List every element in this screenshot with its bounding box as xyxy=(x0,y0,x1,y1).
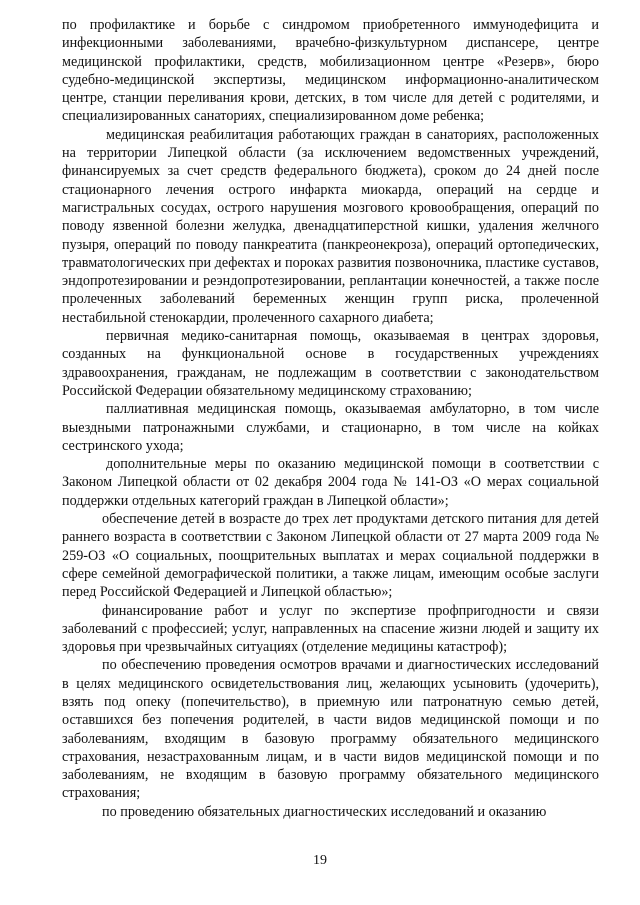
paragraph-3: первичная медико-санитарная помощь, оказываемая в центрах здоровья, созданных на функциональной основе в государственных учреждениях здравоохранения, гражданам, не подлежащим в соответствии с законодательством Российской Федерации обязательному медицинскому страхованию; xyxy=(62,328,599,399)
paragraph-9: по проведению обязательных диагностических исследований и оказанию xyxy=(102,803,547,820)
document-page xyxy=(62,16,599,821)
paragraph-7: финансирование работ и услуг по экспертизе профпригодности и связи заболеваний с профессией; услуг, направленных на спасение жизни людей и защиту их здоровья при чрезвычайных ситуациях (отделение медицины катастроф); xyxy=(62,602,599,656)
paragraph-4: паллиативная медицинская помощь, оказываемая амбулаторно, в том числе выездными патронажными службами, и стационарно, в том числе на койках сестринского ухода; xyxy=(62,401,599,454)
paragraph-1: по профилактике и борьбе с синдромом приобретенного иммунодефицита и инфекционными заболеваниями, врачебно-физкультурном диспансере, центре медицинской профилактики, средств, мобилизационном центре «Резерв», бюро судебно-медицинской экспертизы, медицинском информационно-аналитическом центре, станции переливания крови, детских, в том числе для детей с родителями, и специализированных санаториях, специализированном доме ребенка; xyxy=(62,17,599,125)
page-number: 19 xyxy=(313,853,327,868)
paragraph-2: медицинская реабилитация работающих граждан в санаториях, расположенных на территории Липецкой области (за исключением ведомственных учреждений, финансируемых за счет средств федерального бюджета), сроком до 24 дней после стационарного лечения острого инфаркта миокарда, операций на сердце и магистральных сосудах, острого нарушения мозгового кровообращения, операций по поводу язвенной болезни желудка, двенадцатиперстной кишки, удаления желчного пузыря, операций по поводу панкреатита (панкреонекроза), операций ортопедических, травматологических при дефектах и пороках развития позвоночника, пластике суставов, эндопротезировании и реэндопротезировании, реплантации конечностей, а также после пролеченных заболеваний беременных женщин групп риска, пролеченной нестабильной стенокардии, пролеченного сахарного диабета; xyxy=(62,126,599,326)
paragraph-6: обеспечение детей в возрасте до трех лет продуктами детского питания для детей раннего возраста в соответствии с Законом Липецкой области от 27 марта 2009 года № 259-ОЗ «О социальных, поощрительных выплатах и мерах социальной поддержки в сфере семейной демографической политики, а также лицам, имеющим особые заслуги перед Российской Федерацией и Липецкой областью»; xyxy=(62,511,599,601)
paragraph-8: по обеспечению проведения осмотров врачами и диагностических исследований в целях медицинского освидетельствования лиц, желающих усыновить (удочерить), взять под опеку (попечительство), в приемную или патронатную семью детей, оставшихся без попечения родителей, в части видов медицинской помощи и по заболеваниям, входящим в базовую программу обязательного медицинского страхования, незастрахованным лицам, и в части видов медицинской помощи и по заболеваниям, не входящим в базовую программу обязательного медицинского страхования; xyxy=(62,657,599,802)
paragraph-5: дополнительные меры по оказанию медицинской помощи в соответствии с Законом Липецкой области от 02 декабря 2004 года № 141-ОЗ «О мерах социальной поддержки отдельных категорий граждан в Липецкой области»; xyxy=(62,456,599,509)
